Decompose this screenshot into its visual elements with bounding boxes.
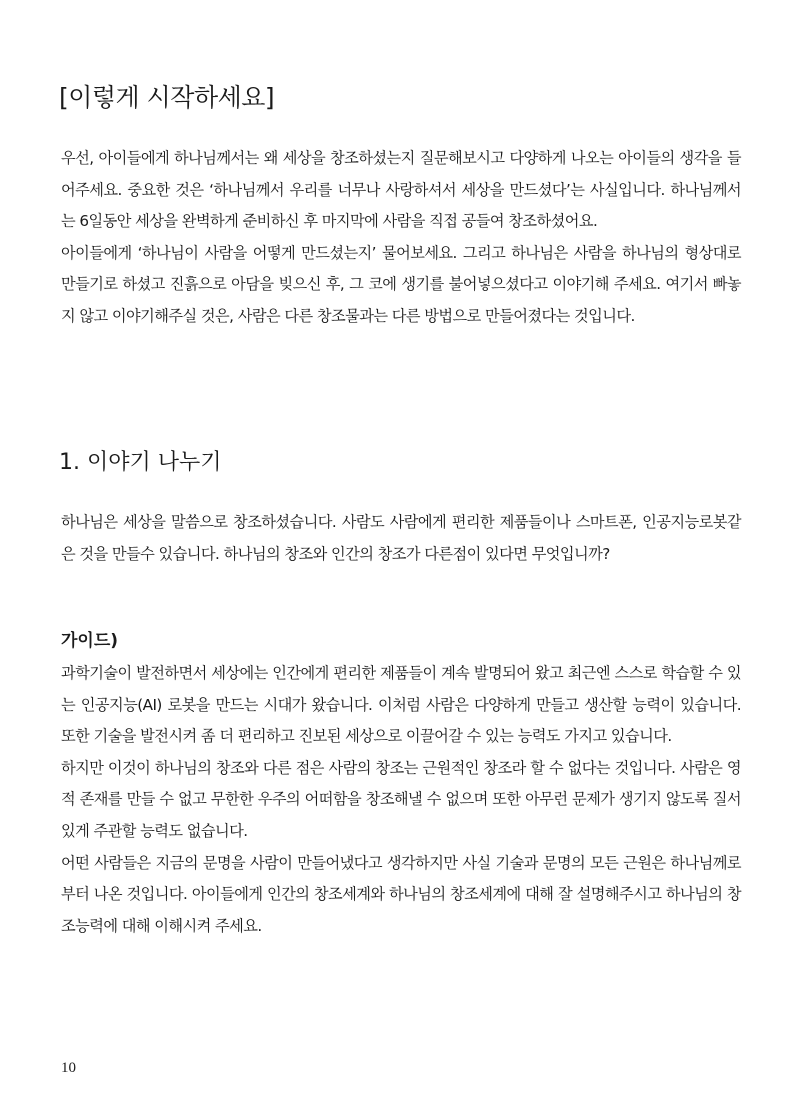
intro-text: [61, 143, 741, 333]
guide-heading: 가이드): [61, 631, 119, 651]
guide-paragraph: 하지만 이것이 하나님의 창조와 다른 점은 사람의 창조는 근원적인 창조라 할 수 없다는 것입니다. 사람은 영적 존재를 만들 수 없고 무한한 우주의 어떠함을 창조해낼 수 없으며 또한 아무런 문제가 생기지 않도록 질서있게 주관할 능력도 없습니다.: [61, 758, 741, 840]
story-heading: 1. 이야기 나누기: [59, 450, 222, 475]
section-title: [이렇게 시작하세요]: [59, 83, 275, 112]
guide-paragraph: 과학기술이 발전하면서 세상에는 인간에게 편리한 제품들이 계속 발명되어 왔고 최근엔 스스로 학습할 수 있는 인공지능(AI) 로봇을 만드는 시대가 왔습니다. 이처럼 사람은 다양하게 만들고 생산할 능력이 있습니다. 또한 기술을 발전시켜 좀 더 편리하고 진보된 세상으로 이끌어갈 수 있는 능력도 가지고 있습니다.: [61, 664, 741, 746]
intro-paragraph: 아이들에게 ‘하나님이 사람을 어떻게 만드셨는지’ 물어보세요. 그리고 하나님은 사람을 하나님의 형상대로 만들기로 하셨고 진흙으로 아담을 빚으신 후, 그 코에 생기를 불어넣으셨다고 이야기해 주세요. 여기서 빠놓지 않고 이야기해주실 것은, 사람은 다른 창조물과는 다른 방법으로 만들어졌다는 것입니다.: [61, 243, 741, 325]
story-paragraph: 하나님은 세상을 말씀으로 창조하셨습니다. 사람도 사람에게 편리한 제품들이나 스마트폰, 인공지능로봇같은 것을 만들수 있습니다. 하나님의 창조와 인간의 창조가 다른점이 있다면 무엇입니까?: [61, 513, 741, 563]
story-text: [61, 507, 741, 570]
guide-text: [61, 658, 741, 942]
guide-paragraph: 어떤 사람들은 지금의 문명을 사람이 만들어냈다고 생각하지만 사실 기술과 문명의 모든 근원은 하나님께로부터 나온 것입니다. 아이들에게 인간의 창조세계와 하나님의 창조세계에 대해 잘 설명해주시고 하나님의 창조능력에 대해 이해시켜 주세요.: [61, 853, 741, 935]
page-number: 10: [61, 1060, 76, 1076]
intro-paragraph: 우선, 아이들에게 하나님께서는 왜 세상을 창조하셨는지 질문해보시고 다양하게 나오는 아이들의 생각을 들어주세요. 중요한 것은 ‘하나님께서 우리를 너무나 사랑하셔서 세상을 만드셨다’는 사실입니다. 하나님께서는 6일동안 세상을 완벽하게 준비하신 후 마지막에 사람을 직접 공들여 창조하셨어요.: [61, 149, 741, 231]
